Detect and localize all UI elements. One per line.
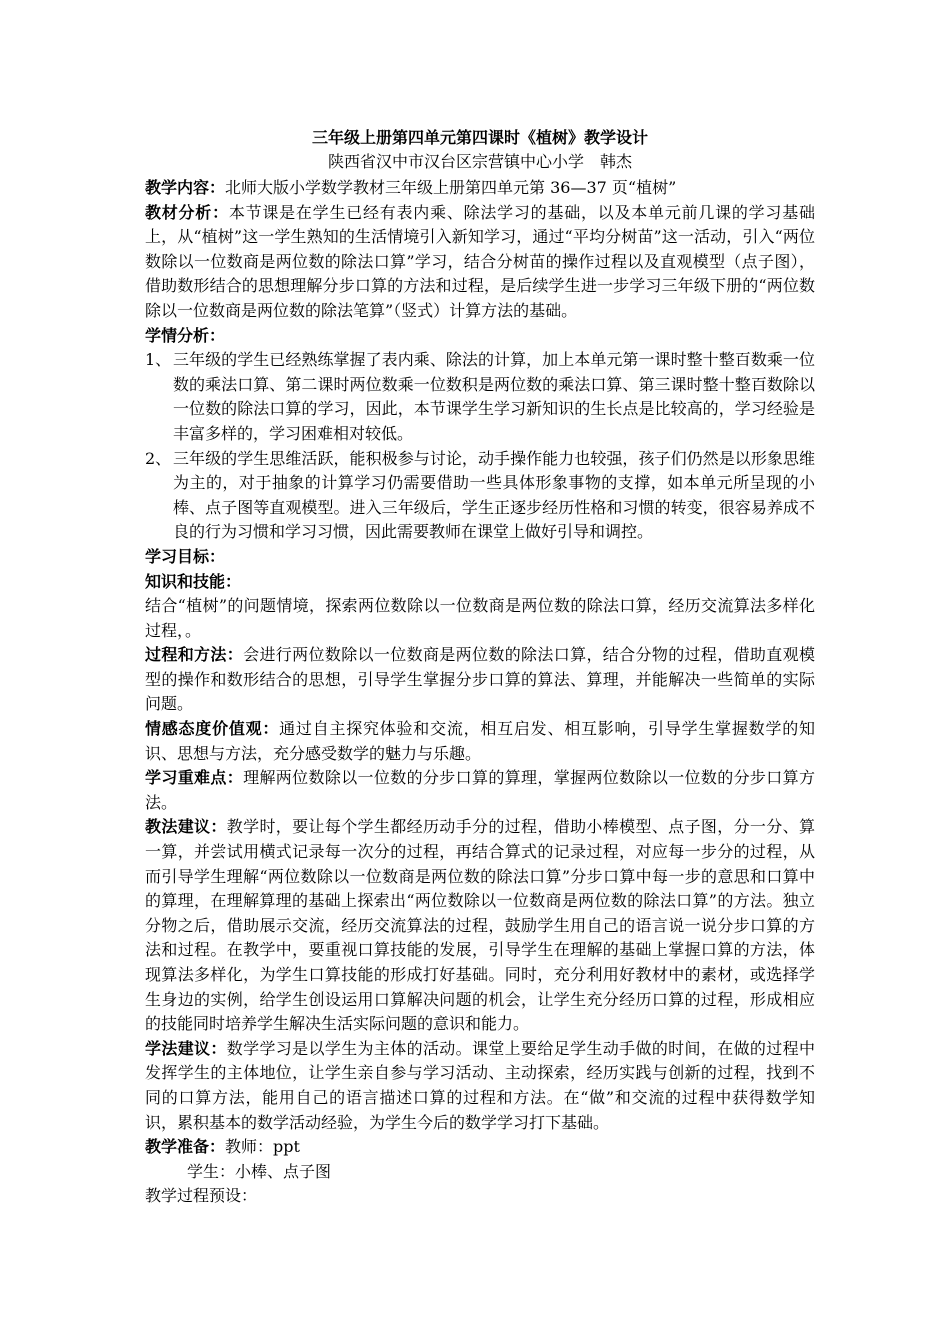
learning-method-text: 数学学习是以学生为主体的活动。课堂上要给足学生动手做的时间，在做的过程中发挥学生的主体地位，让学生亲自参与学习活动、主动探索，经历实践与创新的过程，找到不同的口算方法，能用自己的语言描述口算的过程和方法。在“做”和交流的过程中获得数学知识，累积基本的数学活动经验，为学生今后的数学学习打下基础。 [145, 1038, 815, 1132]
preparation-label: 教学准备： [145, 1137, 226, 1157]
key-points-paragraph [145, 766, 815, 815]
teaching-method-label: 教法建议： [145, 817, 227, 837]
teaching-content-text: 北师大版小学数学教材三年级上册第四单元第 36—37 页“植树” [225, 178, 677, 197]
document-page [145, 126, 815, 1209]
emotion-paragraph [145, 717, 815, 766]
preparation-paragraph [145, 1135, 815, 1160]
process-method-label: 过程和方法： [145, 645, 244, 665]
author-line: 陕西省汉中市汉台区宗营镇中心小学 韩杰 [327, 152, 632, 171]
learner-analysis-item [145, 348, 815, 446]
list-item-text: 三年级的学生已经熟练掌握了表内乘、除法的计算，加上本单元第一课时整十整百数乘一位数的乘法口算、第二课时两位数乘一位数积是两位数的乘法口算、第三课时整十整百数除以一位数的除法口算的学习，因此，本节课学生学习新知识的生长点是比较高的，学习经验是丰富多样的，学习困难相对较低。 [173, 350, 815, 443]
process-heading: 教学过程预设： [145, 1186, 258, 1206]
emotion-text: 通过自主探究体验和交流，相互启发、相互影响，引导学生掌握数学的知识、思想与方法，充分感受数学的魅力与乐趣。 [145, 719, 815, 763]
objectives-heading: 学习目标： [145, 546, 226, 566]
teaching-method-paragraph [145, 815, 815, 1036]
process-method-paragraph [145, 643, 815, 717]
key-points-label: 学习重难点： [145, 768, 244, 788]
key-points-text: 理解两位数除以一位数的分步口算的算理，掌握两位数除以一位数的分步口算方法。 [145, 768, 815, 812]
knowledge-text: 结合“植树”的问题情境，探索两位数除以一位数商是两位数的除法口算，经历交流算法多样化过程，。 [145, 596, 815, 640]
list-item-text: 三年级的学生思维活跃，能积极参与讨论，动手操作能力也较强，孩子们仍然是以形象思维为主的，对于抽象的计算学习仍需要借助一些具体形象事物的支撑，如本单元所呈现的小棒、点子图等直观模型。进入三年级后，学生正逐步经历性格和习惯的转变，很容易养成不良的行为习惯和学习习惯，因此需要教师在课堂上做好引导和调控。 [173, 448, 815, 542]
list-number: 2、 [145, 448, 172, 468]
material-analysis-paragraph [145, 201, 815, 324]
learner-analysis-item [145, 447, 815, 545]
teaching-method-text: 教学时，要让每个学生都经历动手分的过程，借助小棒模型、点子图，分一分、算一算，并尝试用横式记录每一次分的过程，再结合算式的记录过程，对应每一步分的过程，从而引导学生理解“两位数除以一位数商是两位数的除法口算”分步口算中每一步的意思和口算中的算理，在理解算理的基础上探索出“两位数除以一位数商是两位数的除法口算”的方法。独立分物之后，借助展示交流，经历交流算法的过程，鼓励学生用自己的语言说一说分步口算的方法和过程。在教学中，要重视口算技能的发展，引导学生在理解的基础上掌握口算的方法，体现算法多样化，为学生口算技能的形成打好基础。同时，充分利用好教材中的素材，或选择学生身边的实例，给学生创设运用口算解决问题的机会，让学生充分经历口算的过程，形成相应的技能同时培养学生解决生活实际问题的意识和能力。 [145, 817, 815, 1034]
preparation-teacher: 教师：ppt [225, 1137, 300, 1157]
document-title: 三年级上册第四单元第四课时《植树》教学设计 [311, 128, 648, 147]
material-analysis-text: 本节课是在学生已经有表内乘、除法学习的基础，以及本单元前几课的学习基础上，从“植树”这一学生熟知的生活情境引入新知学习，通过“平均分树苗”这一活动，引入“两位数除以一位数商是两位数的除法口算”学习，结合分树苗的操作过程以及直观模型（点子图），借助数形结合的思想理解分步口算的方法和过程，是后续学生进一步学习三年级下册的“两位数除以一位数商是两位数的除法笔算”（竖式）计算方法的基础。 [145, 202, 815, 320]
learning-method-paragraph [145, 1037, 815, 1135]
list-number: 1、 [145, 350, 172, 370]
learner-analysis-heading: 学情分析： [145, 325, 226, 345]
process-method-text: 会进行两位数除以一位数商是两位数的除法口算，结合分物的过程，借助直观模型的操作和数形结合的思想，引导学生掌握分步口算的算法、算理，并能解决一些简单的实际问题。 [145, 645, 815, 714]
teaching-content-label: 教学内容： [145, 178, 226, 197]
knowledge-heading: 知识和技能： [145, 571, 242, 591]
teaching-content-paragraph [145, 176, 815, 201]
learning-method-label: 学法建议： [145, 1038, 227, 1058]
preparation-student: 学生：小棒、点子图 [187, 1161, 332, 1181]
emotion-label: 情感态度价值观： [145, 719, 280, 739]
material-analysis-label: 教材分析： [145, 202, 229, 222]
